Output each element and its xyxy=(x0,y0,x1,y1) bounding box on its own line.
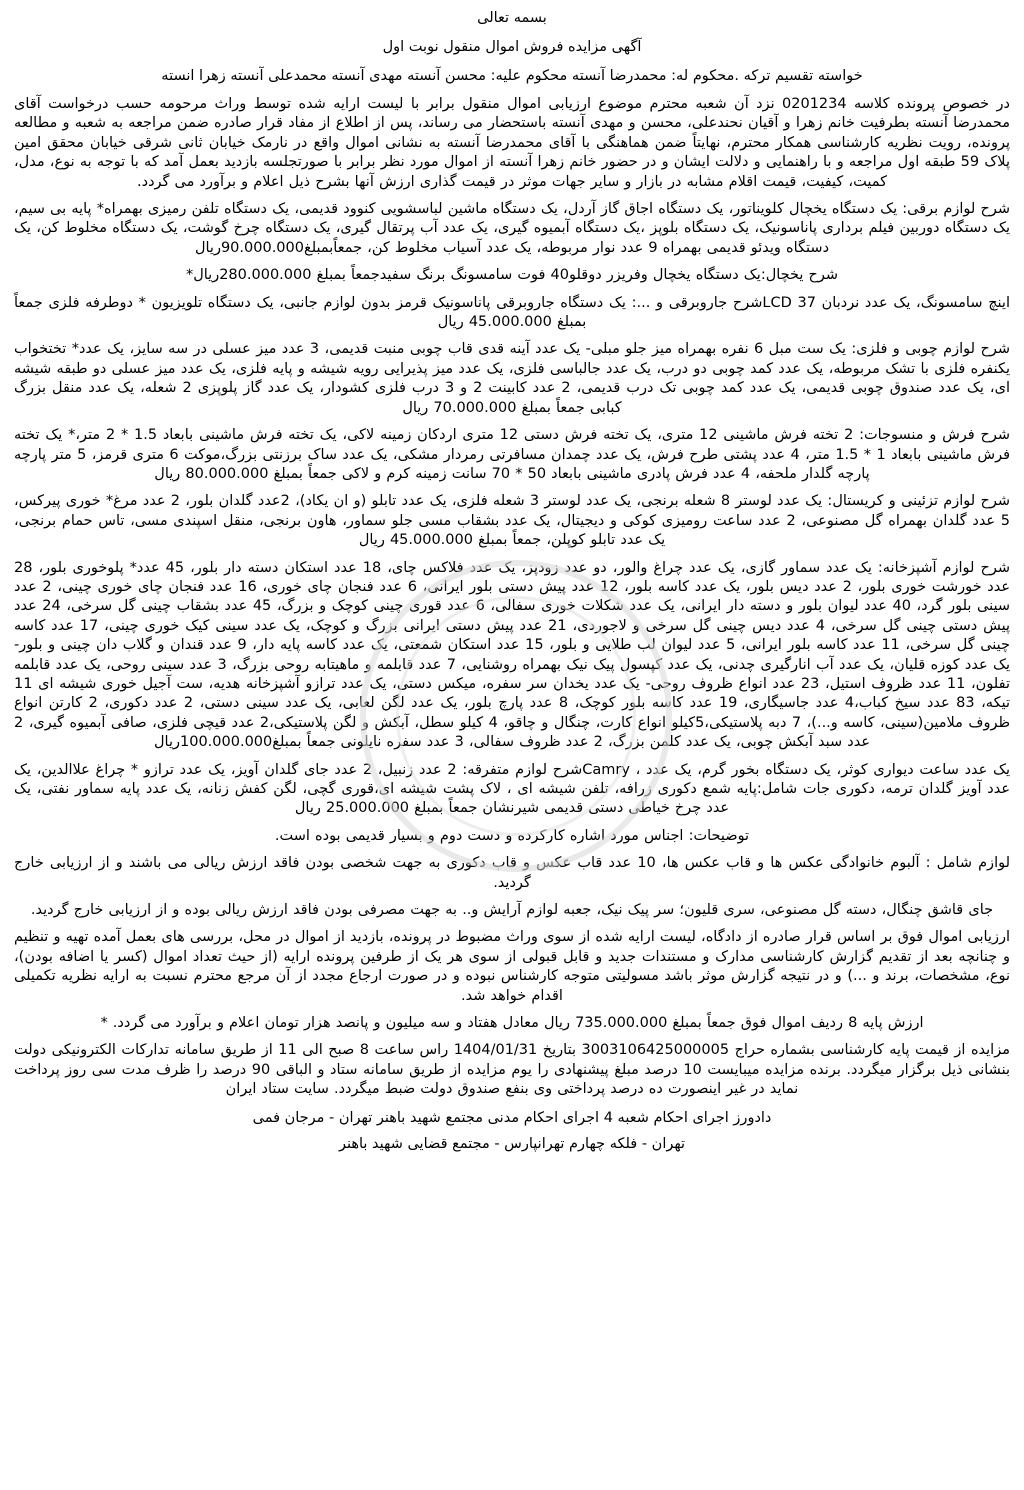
officer-signature: دادورز اجرای احکام شعبه 4 اجرای احکام مدنی مجتمع شهید باهنر تهران - مرجان فمی xyxy=(252,1109,772,1126)
electrical-items: شرح لوازم برقی: یک دستگاه یخچال کلویناتور، یک دستگاه اجاق گاز آردل، یک دستگاه ماشین لباسشویی کنوود قدیمی، یک دستگاه تلفن رمیزی بهمراه* پایه بی سیم، یک دستگاه دوربین فیلم برداری پاناسونیک، یک دستگاه بلوپز ،یک دستگاه آبمیوه گیری، یک عدد آب پرتقال گیری، یک دستگاه چرخ گوشت، یک دستگاه مخلوط کن، یک دستگاه ویدئو قدیمی بهمراه 9 عدد نوار مربوطه، یک عدد آسیاب مخلوط کن، جمعاًبمبلغ90.000.000ریال xyxy=(14,201,1010,256)
carpet-textile-items: شرح فرش و منسوجات: 2 تخته فرش ماشینی 12 متری، یک تخته فرش دستی 12 متری اردکان زمینه لاکی، یک تخته فرش ماشینی بابعاد 1.5 * 2 متر،* یک تخته فرش ماشینی بابعاد 1 * 1.5 متر، 4 عدد پشتی طرح فرش، یک عدد چمدان مسافرتی رمردار مشکی، یک عدد ساک برزنتی بزرگ،موکت 6 متری قرمز، 5 متر پارچه پارچه گلدار ملحفه، 4 عدد فرش پادری ماشینی بابعاد 50 * 70 سانت زمینه کرم و لاکی جمعاً بمبلغ 80.000.000 ریال xyxy=(14,427,1011,482)
refrigerator-item: شرح یخچال:یک دستگاه یخچال وفریزر دوقلو40 فوت سامسونگ برنگ سفیدجمعاً بمبلغ 280.000.000ریال* xyxy=(185,267,839,284)
auction-terms: مزایده از قیمت پایه کارشناسی بشماره حراج 3003106425000005 بتاریخ 1404/01/31 راس ساعت 8 صبح الی 11 از طریق سامانه تدارکات الکترونیکی دولت بنشانی ذیل برگزار میگردد. برنده مزایده میبایست 10 درصد مبلغ پیشنهادی را یوم مزایده از طریق سامانه ستاد و الباقی 90 درصد را ظرف مدت سی روز پرداخت نماید در غیر اینصورت ده درصد پرداختی وی بنفع صندوق دولت ضبط میگردد. سایت ستاد ایران xyxy=(14,1042,1010,1098)
notice-title: آگهی مزایده فروش اموال منقول نوبت اول xyxy=(382,39,642,55)
explanations: توضیحات: اجناس مورد اشاره کارکرده و دست دوم و بسیار قدیمی بوده است. xyxy=(274,827,750,844)
base-value-total: ارزش پایه 8 ردیف اموال فوق جمعاً بمبلغ 735.000.000 ریال معادل هفتاد و سه میلیون و پانصد هزار تومان اعلام و برآورد می گردد. * xyxy=(100,1015,924,1032)
court-address: تهران - فلکه چهارم تهرانپارس - مجتمع قضایی شهید باهنر xyxy=(338,1135,686,1152)
vacuum-tv-items: اینچ سامسونگ، یک عدد نردبان 37 LCDشرح جاروبرقی و ...: یک دستگاه جاروبرقی پاناسونیک قرمز بدون لوازم جانبی، یک دستگاه تلویزیون * دوطرفه فلزی جمعاً بمبلغ 45.000.000 ریال xyxy=(14,294,1010,331)
kitchen-items: شرح لوازم آشپزخانه: یک عدد سماور گازی، یک عدد چراغ والور، دو عدد زودپز، یک عدد فلاکس چای، 18 عدد استکان دسته دار بلور، 45 عدد* پلوخوری بلور، 28 عدد خورشت خوری بلور، 2 عدد دیس بلور، یک عدد کاسه بلور، 12 عدد پیش دستی بلور ایرانی، 6 عدد فنجان چای خوری، 16 عدد فنجان چای خوری چینی، 2 عدد سینی بلور گرد، 40 عدد لیوان بلور و دسته دار ایرانی، یک عدد شکلات خوری سفالی، 6 عدد قوری چینی کوچک و بزرگ، 45 عدد بشقاب چینی گل سرخی، 24 عدد پیش دستی چینی گل سرخی، 4 عدد دیس چینی گل سرخی و لاجوردی، 21 عدد پیش دستی ایرانی بزرگ و کوچک، یک عدد سینی کیک خوری چینی، 17 عدد کاسه چینی گل سرخی، 11 عدد کاسه بلور ایرانی، 5 عدد لیوان لب طلایی و بلور، 15 عدد استکان شمعتی، یک عدد کاسه پایه دار، 9 عدد قندان و گلاب دان چینی و بلور- یک عدد کوزه قلیان، یک عدد آب انارگیری چدنی، یک عدد کپسول پیک نیک بهمراه روشنایی، 7 عدد قابلمه و ماهیتابه روحی بزرگ، 3 عدد سینی روحی، یک عدد قابلمه تفلون، 11 عدد ظروف استیل، 23 عدد انواع ظروف روحی- یک عدد یخدان سر سفره، میکس دستی، یک عدد ترازو آشپزخانه هدیه، ست آجیل خوری شیشه ای 11 تیکه، 83 عدد سیخ کباب،4 عدد جاسیگاری، 19 عدد کاسه بلور کوچک، 8 عدد پارچ بلور، یک عدد لگن لعابی، یک عدد سینی دستی، 2 عدد دکوری، 2 کارتن انواع ظروف ملامین(سینی، کاسه و...)، 7 دبه پلاستیکی،5کیلو انواع کارت، چنگال و چاقو، 4 کیلو سطل، آبکش و لگن پلاستیکی،2 عدد قیچی فلزی، صافی آبمیوه گیری، 2 عدد سبد آبکش چوبی، یک عدد کلمن بزرگ، 2 عدد ظروف سفالی، 3 عدد سفره نایلونی جمعاً بمبلغ100.000.000ریال xyxy=(14,559,1011,751)
excluded-albums: لوازم شامل : آلبوم خانوادگی عکس ها و قاب عکس ها، 10 عدد قاب عکس و قاب دکوری به جهت شخصی بودن فاقد ارزش ریالی می باشند و از ارزیابی خارج گردید. xyxy=(14,855,1011,891)
wood-metal-items: شرح لوازم چوبی و فلزی: یک ست مبل 6 نفره بهمراه میز جلو مبلی- یک عدد آینه قدی قاب چوبی منبت قدیمی، 3 عدد میز عسلی در سه سایز، یک عدد* تختخواب یکنفره فلزی با تشک مربوطه، یک عدد کمد چوبی دو درب، یک عدد جالباسی فلزی، یک عدد میز پذیرایی رویه شیشه و پایه فلزی، یک عدد میز عسلی دو طبقه شیشه ای، یک عدد صندوق چوبی قدیمی، یک عدد کمد چوبی تک درب قدیمی، 2 عدد کابینت 2 و 3 درب فلزی کشودار، یک عدد گاز پلوپزی 2 شعله، یک عدد منقل بزرگ کبابی جمعاً بمبلغ 70.000.000 ریال xyxy=(14,341,1010,416)
bismillah: بسمه تعالی xyxy=(477,10,547,26)
decorative-crystal-items: شرح لوازم تزئینی و کریستال: یک عدد لوستر 8 شعله برنجی، یک عدد لوستر 3 شعله فلزی، یک عدد تابلو (و ان یکاد)، 2عدد گلدان بلور، 2 عدد مرغ* خوری پیرکس، 5 عدد گلدان بهمراه گل مصنوعی، 2 عدد ساعت رومیزی کوکی و دیجیتال، یک عدد بشقاب مسی جلو سماور، هاون برنجی، منقل اسپندی مسی، تاس حمام برنجی، یک عدد تابلو کوپلن، جمعاً بمبلغ 45.000.000 ریال xyxy=(14,493,1010,549)
case-parties: خواسته تقسیم ترکه .محکوم له: محمدرضا آنسته محکوم علیه: محسن آنسته مهدی آنسته محمدعلی آنسته زهرا انسته xyxy=(161,68,863,84)
misc-items: یک عدد ساعت دیواری کوثر، یک دستگاه بخور گرم، یک عدد ، Camryشرح لوازم متفرقه: 2 عدد زنبیل، 2 عدد جای گلدان آویز، یک عدد ترازو * چراغ علاالدین، یک عدد آویز گلدان ترمه، دکوری جات شامل:پایه شمع دکوری زرافه، تلفن شیشه ای ، لاک پشت شیشه ای،قوری گچی، لگن کفش زنانه، یک عدد پایه سماور نفتی، یک عدد چرخ خیاطی دستی قدیمی شیرنشان جمعاً بمبلغ 25.000.000 ریال xyxy=(14,761,1011,817)
assessment-basis: ارزیابی اموال فوق بر اساس قرار صادره از دادگاه، لیست ارایه شده از سوی وراث مضبوط در پرونده، بازدید از اموال در محل، بررسی های بعمل آمده تهیه و تنظیم و چنانچه بعد از تقدیم گزارش کارشناسی مدارک و مستندات جدید و قابل قبولی از سوی هر یک از طرفین پرونده ارایه (از حیث تعداد اموال (کسر یا اضافه بودن)، نوع، مشخصات، برند و ...) و در نتیجه گزارش موثر باشد مسولیتی متوجه کارشناس نبوده و در صورت ارجاع مجدد از آن مرجع محترم نسبت به ارایه نظریه تکمیلی اقدام خواهد شد. xyxy=(14,929,1010,1004)
intro-paragraph: در خصوص پرونده کلاسه 0201234 نزد آن شعبه محترم موضوع ارزیابی اموال منقول برابر با لیست ارایه شده توسط وراث مرحومه حسب درخواست آقای محمدرضا آنسته بطرفیت خانم زهرا و آقیان نحندعلی، محسن و مهدی آنسته باستحضار می رساند، پس از اطلاع از مفاد قرار صادره ضمن مراجعه به شعبه و مطالعه پرونده، رویت نظریه کارشناسی همکار محترم، نهایتاً ضمن هماهنگی با آقای محمدرضا آنسته به نشانی اموال واقع در نارمک خیابان ثانی شرقی خیابان محقق امین پلاک 59 طبقه اول مراجعه و با راهنمایی و دلالت ایشان و در حضور خانم زهرا آنسته از اموال مورد نظر برابر با صورتجلسه بازدید بعمل آمد که با توجه به نوع، مدل، کمیت، کیفیت، قیمت اقلام مشابه در بازار و سایر جهات موثر در قیمت گذاری ارزش آنها بشرح ذیل اعلام و برآورد می گردد. xyxy=(14,96,1010,190)
excluded-consumables: جای قاشق چنگال، دسته گل مصنوعی، سری قلیون؛ سر پیک نیک، جعبه لوازم آرایش و.. به جهت مصرفی بودن فاقد ارزش ریالی بوده و از ارزیابی خارج گردید. xyxy=(30,902,994,919)
